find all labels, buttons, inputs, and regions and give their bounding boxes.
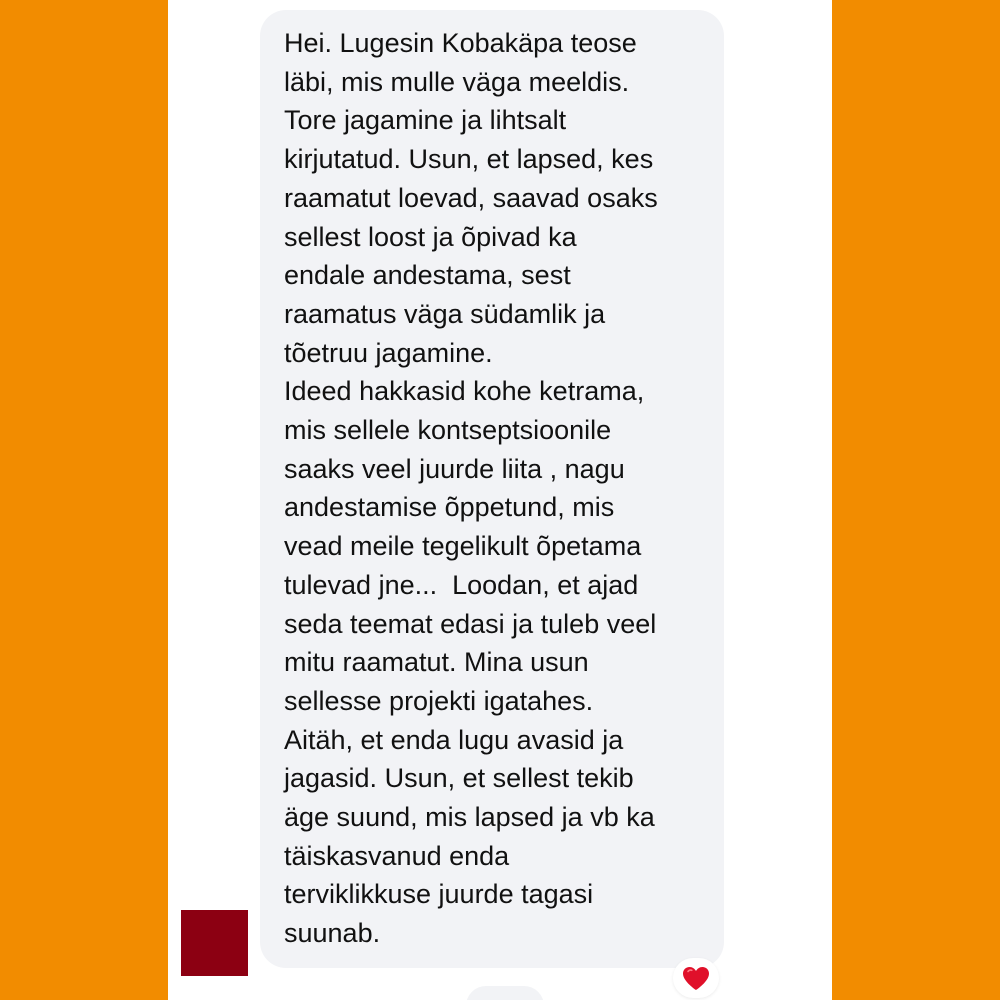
message-line: sellest loost ja õpivad ka (284, 221, 577, 252)
heart-reaction[interactable] (673, 958, 719, 998)
chat-screen (168, 0, 832, 1000)
message-line: suunab. (284, 918, 381, 949)
message-line: terviklikkuse juurde tagasi (284, 879, 594, 910)
message-line: Aitäh, et enda lugu avasid ja (284, 724, 624, 755)
message-bubble[interactable] (260, 10, 724, 968)
message-line: kirjutatud. Usun, et lapsed, kes (284, 144, 654, 175)
message-line: Ideed hakkasid kohe ketrama, (284, 376, 645, 407)
message-line: Tore jagamine ja lihtsalt (284, 105, 567, 136)
message-line: mis sellele kontseptsioonile (284, 415, 612, 446)
message-line: raamatus väga südamlik ja (284, 298, 606, 329)
next-message-bubble (466, 986, 544, 1000)
message-line: Hei. Lugesin Kobakäpa teose (284, 28, 637, 58)
message-line: mitu raamatut. Mina usun (284, 647, 589, 678)
message-line: läbi, mis mulle väga meeldis. (284, 66, 630, 97)
red-heart-icon (682, 966, 710, 991)
message-line: vead meile tegelikult õpetama (284, 531, 642, 562)
message-line: täiskasvanud enda (284, 840, 510, 871)
message-line: seda teemat edasi ja tuleb veel (284, 608, 657, 639)
message-line: saaks veel juurde liita , nagu (284, 453, 625, 484)
message-line: tulevad jne... Loodan, et ajad (284, 569, 639, 600)
message-line: sellesse projekti igatahes. (284, 685, 594, 716)
message-line: raamatut loevad, saavad osaks (284, 182, 658, 213)
avatar[interactable] (181, 910, 248, 976)
message-line: äge suund, mis lapsed ja vb ka (284, 802, 655, 833)
message-line: tõetruu jagamine. (284, 337, 493, 368)
message-line: endale andestama, sest (284, 260, 571, 291)
message-line: andestamise õppetund, mis (284, 492, 615, 523)
message-line: jagasid. Usun, et sellest tekib (284, 763, 634, 794)
